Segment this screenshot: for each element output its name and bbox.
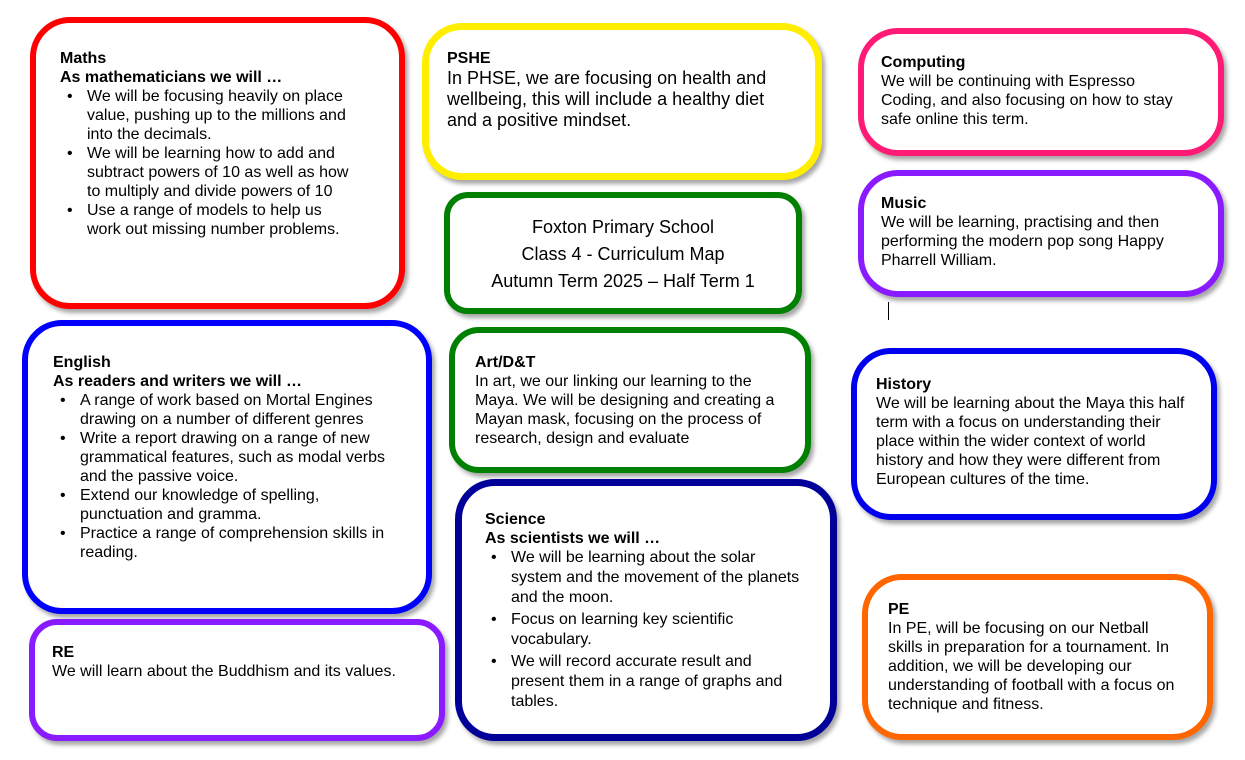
class-name: Class 4 - Curriculum Map (521, 244, 725, 264)
pshe-box (422, 23, 822, 180)
list-item: • We will be focusing heavily on place value, pushing up to the millions and into the decimals. (87, 87, 359, 144)
school-name: Foxton Primary School (531, 217, 715, 237)
pshe-title: PSHE (447, 50, 491, 67)
term-name: Autumn Term 2025 – Half Term 1 (491, 271, 755, 291)
re-text: We will learn about the Buddhism and its values. (52, 663, 396, 680)
english-title: English (53, 354, 111, 371)
pshe-text: In PHSE, we are focusing on health and wellbeing, this will include a healthy diet and a positive mindset. (447, 68, 767, 130)
pe-box (862, 574, 1213, 740)
music-title: Music (881, 195, 927, 212)
art-title: Art/D&T (475, 354, 536, 371)
pe-title: PE (888, 601, 910, 618)
computing-title: Computing (881, 54, 966, 71)
science-title: Science (485, 511, 546, 528)
history-text: We will be learning about the Maya this half term with a focus on understanding their place within the wider context of world history and how they were different from European cultures of the time. (876, 395, 1185, 488)
art-text: In art, we our linking our learning to the Maya. We will be designing and creating a Mayan mask, focusing on the process of research, design and evaluate (475, 373, 775, 447)
list-item: • A range of work based on Mortal Engines drawing on a number of different genres (80, 391, 404, 429)
list-item: • We will record accurate result and present them in a range of graphs and tables. (511, 652, 806, 712)
art-box (449, 327, 811, 473)
computing-box (858, 28, 1224, 156)
english-list (53, 391, 404, 562)
list-item: • Use a range of models to help us work out missing number problems. (87, 201, 359, 239)
science-list (485, 548, 806, 712)
music-box (858, 170, 1224, 297)
english-subtitle: As readers and writers we will … (53, 373, 302, 390)
list-item: • We will be learning how to add and subtract powers of 10 as well as how to multiply and divide powers of 10 (87, 144, 359, 201)
text-cursor (888, 302, 889, 320)
list-item: • Practice a range of comprehension skills in reading. (80, 524, 404, 562)
music-text: We will be learning, practising and then performing the modern pop song Happy Pharrell William. (881, 214, 1164, 269)
list-item: • Extend our knowledge of spelling, punctuation and gramma. (80, 486, 404, 524)
history-box (851, 348, 1217, 520)
list-item: • Write a report drawing on a range of new grammatical features, such as modal verbs and the passive voice. (80, 429, 404, 486)
re-box (29, 619, 445, 741)
maths-box (30, 17, 405, 309)
computing-text: We will be continuing with Espresso Coding, and also focusing on how to stay safe online this term. (881, 73, 1173, 128)
english-box (22, 320, 432, 614)
header-box (444, 192, 802, 314)
history-title: History (876, 376, 932, 393)
maths-list (60, 87, 359, 239)
maths-title: Maths (60, 50, 107, 67)
science-subtitle: As scientists we will … (485, 530, 661, 547)
list-item: • Focus on learning key scientific vocabulary. (511, 610, 806, 650)
science-box (455, 479, 837, 741)
maths-subtitle: As mathematicians we will … (60, 69, 283, 86)
list-item: • We will be learning about the solar system and the movement of the planets and the moon. (511, 548, 806, 608)
re-title: RE (52, 644, 75, 661)
pe-text: In PE, will be focusing on our Netball skills in preparation for a tournament. In addition, we will be developing our understanding of football with a focus on technique and fitness. (888, 620, 1175, 713)
